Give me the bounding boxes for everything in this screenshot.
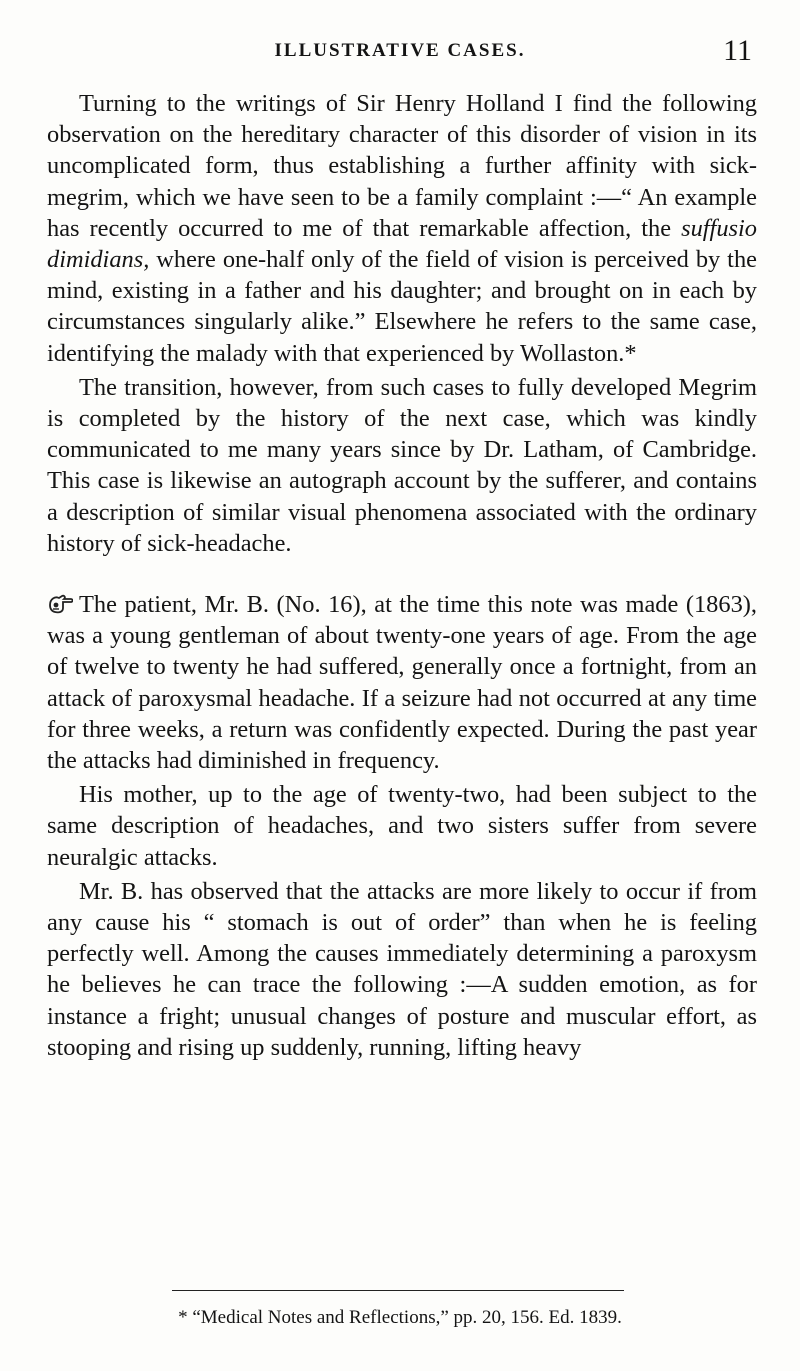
page-number: 11 (723, 34, 752, 67)
pointing-hand-icon (47, 592, 73, 614)
body-text (47, 88, 757, 1066)
paragraph-holland-continued: where one-half only of the field of vision is perceived by the mind, existing in a father and his daughter; and brought on in each by circumstances singularly alike.” Elsewhere he refers to the same case, identifying the malady with that experienced by Wollaston.* (47, 246, 757, 367)
running-head: ILLUSTRATIVE CASES. (274, 40, 526, 61)
paragraph-patient (47, 589, 757, 776)
footnote: * “Medical Notes and Reflections,” pp. 20, 156. Ed. 1839. (178, 1307, 622, 1328)
page-header (48, 30, 752, 74)
paragraph-holland-text: Turning to the writings of Sir Henry Holland I find the following observation on the hereditary character of this disorder of vision in its uncomplicated form, thus establishing a further affinity with sick-megrim, which we have seen to be a family complaint :—“ An example has recently occurred to me of that remarkable affection, the (47, 90, 757, 242)
paragraph-mother: His mother, up to the age of twenty-two, had been subject to the same description of headaches, and two sisters suffer from severe neuralgic attacks. (47, 781, 757, 871)
paragraph-holland (47, 88, 757, 369)
paragraph-causes: Mr. B. has observed that the attacks are more likely to occur if from any cause his “ stomach is out of order” than when he is feeling perfectly well. Among the causes immediately determining a paroxysm he believes he can trace the following :—A sudden emotion, as for instance a fright; unusual changes of posture and muscular effort, as stooping and rising up suddenly, running, lifting heavy (47, 877, 757, 1061)
italic-term: suffusio dimidians, (47, 214, 757, 274)
paragraph-transition: The transition, however, from such cases to fully developed Megrim is completed by the history of the next case, which was kindly communicated to me many years since by Dr. Latham, of Cambridge. This case is likewise an autograph account by the sufferer, and contains a description of similar visual phenomena associated with the ordinary history of sick-headache. (47, 373, 757, 557)
paragraph-patient-text: The patient, Mr. B. (No. 16), at the time this note was made (1863), was a young gentleman of about twenty-one years of age. From the age of twelve to twenty he had suffered, generally once a fortnight, from an attack of paroxysmal headache. If a seizure had not occurred at any time for three weeks, a return was confidently expected. During the past year the attacks had diminished in frequency. (47, 591, 757, 775)
footnote-rule (172, 1290, 624, 1291)
